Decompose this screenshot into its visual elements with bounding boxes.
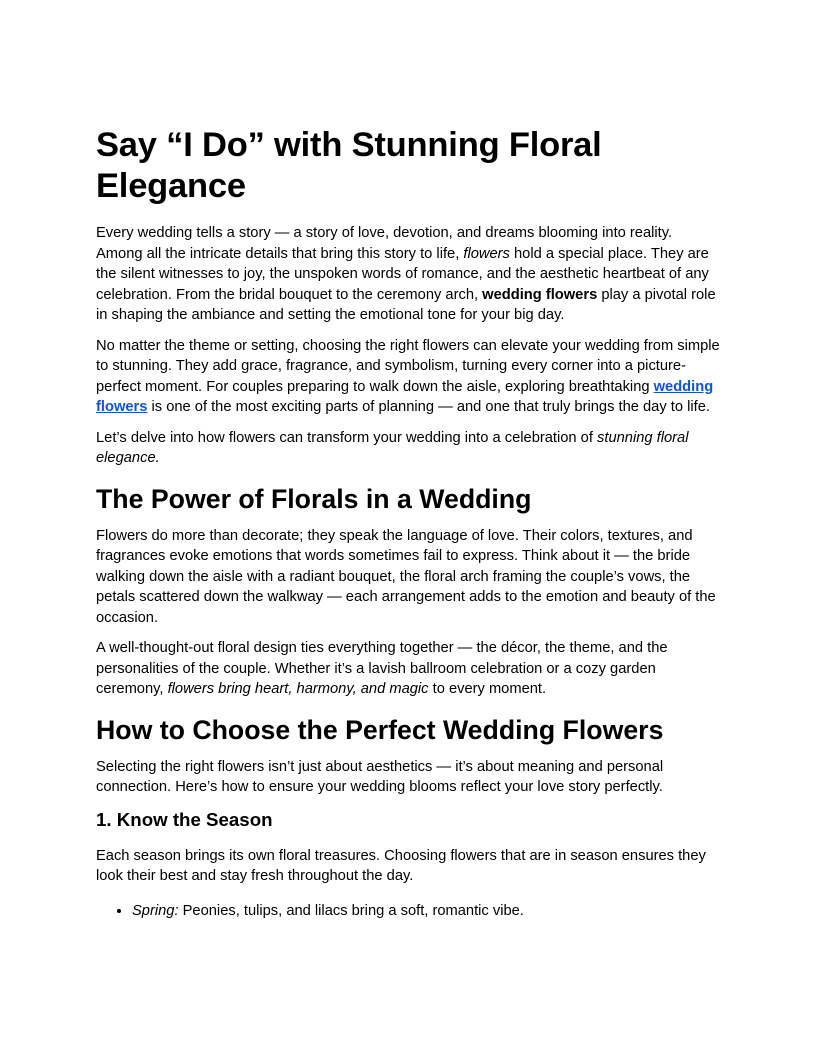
- section-heading: The Power of Florals in a Wedding: [96, 483, 532, 514]
- text-run: Let’s delve into how flowers can transform your wedding into a celebration of: [96, 429, 598, 446]
- text-run: stunning floral elegance.: [96, 429, 689, 466]
- text-run: Spring:: [132, 902, 179, 919]
- subsection-heading: 1. Know the Season: [96, 808, 273, 830]
- text-run: Peonies, tulips, and lilacs bring a soft, romantic vibe.: [178, 902, 524, 919]
- text-run: Flowers do more than decorate; they speak the language of love. Their colors, textures, and fragrances evoke emotions that words sometimes fail to express. Think about it — the bride walking down the aisle with a radiant bouquet, the floral arch framing the couple’s vows, the petals scattered down the walkway — each arrangement adds to the emotion and beauty of the occasion.: [96, 527, 716, 626]
- wedding-flowers-link[interactable]: wedding flowers: [96, 378, 714, 415]
- text-run: wedding flowers: [482, 286, 598, 303]
- text-run: is one of the most exciting parts of planning — and one that truly brings the day to life.: [147, 399, 710, 415]
- section-heading: How to Choose the Perfect Wedding Flowers: [96, 714, 664, 745]
- paragraph: [96, 223, 720, 326]
- bullet-list: [96, 901, 720, 922]
- text-run: A well-thought-out floral design ties everything together — the décor, the theme, and the personalities of the couple. Whether it’s a lavish ballroom celebration or a cozy garden ceremony,: [96, 640, 668, 697]
- paragraph: [96, 428, 720, 469]
- text-run: play a pivotal role in shaping the ambiance and setting the emotional tone for your big day.: [96, 286, 716, 323]
- list-item: [132, 901, 720, 922]
- text-run: flowers: [463, 245, 510, 262]
- text-run: flowers bring heart, harmony, and magic: [167, 681, 429, 697]
- paragraph: [96, 757, 720, 798]
- text-run: Every wedding tells a story — a story of love, devotion, and dreams blooming into reality. Among all the intricate details that bring this story to life,: [96, 225, 673, 262]
- text-run: Selecting the right flowers isn’t just about aesthetics — it’s about meaning and personal connection. Here’s how to ensure your wedding blooms reflect your love story perfectly.: [96, 758, 664, 795]
- text-run: hold a special place. They are the silent witnesses to joy, the unspoken words of romance, and the aesthetic heartbeat of any celebration. From the bridal bouquet to the ceremony arch,: [96, 245, 709, 303]
- document-title: Say “I Do” with Stunning Floral Elegance: [96, 126, 602, 205]
- text-run: Each season brings its own floral treasures. Choosing flowers that are in season ensures they look their best and stay fresh throughout the day.: [96, 847, 706, 884]
- text-run: to every moment.: [428, 681, 547, 697]
- document-content: [96, 223, 720, 921]
- paragraph: [96, 846, 720, 887]
- paragraph: [96, 638, 720, 700]
- paragraph: [96, 336, 720, 418]
- text-run: No matter the theme or setting, choosing the right flowers can elevate your wedding from simple to stunning. They add grace, fragrance, and symbolism, turning every corner into a picture-perfect moment. For couples preparing to walk down the aisle, exploring breathtaking: [96, 337, 720, 395]
- paragraph: [96, 526, 720, 629]
